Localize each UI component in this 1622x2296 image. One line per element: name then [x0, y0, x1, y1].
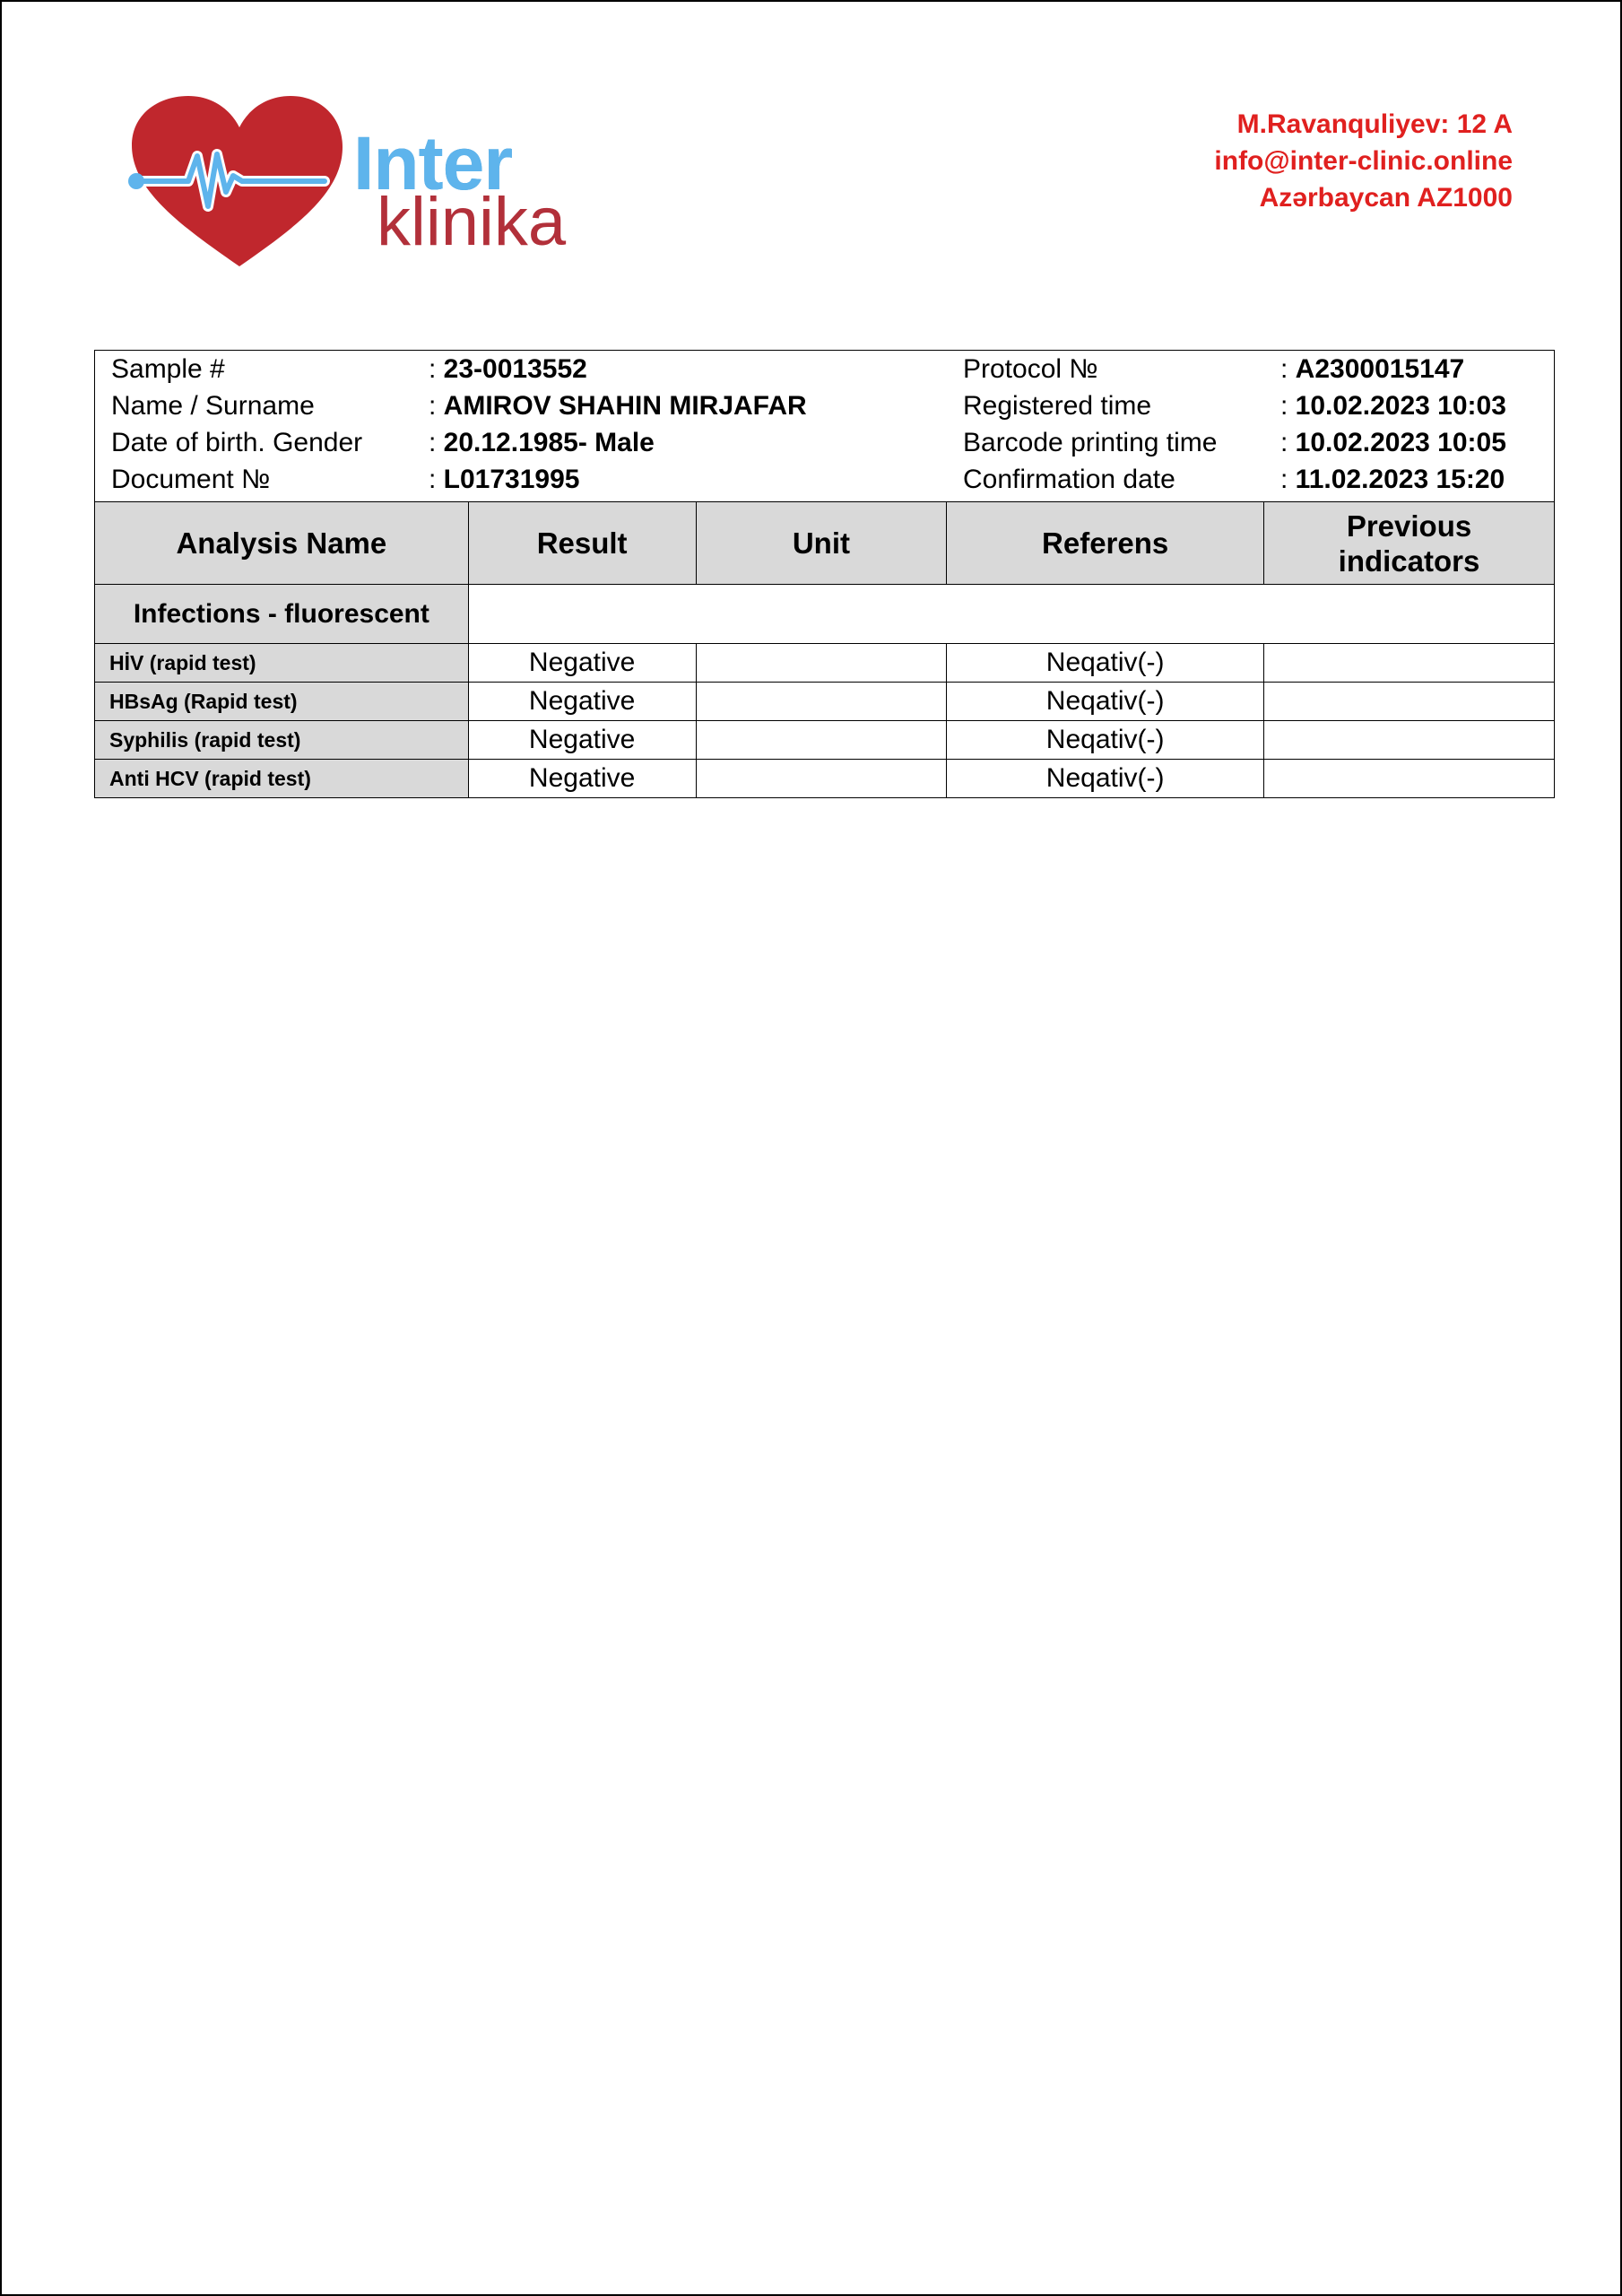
test-result: Negative [468, 760, 696, 798]
test-result: Negative [468, 644, 696, 683]
info-row-2 [95, 387, 1554, 424]
test-previous [1264, 644, 1555, 683]
barcode-value: : 10.02.2023 10:05 [1280, 428, 1506, 457]
test-result: Negative [468, 683, 696, 721]
info-row-1 [95, 351, 1554, 387]
test-unit [696, 760, 947, 798]
clinic-address [1214, 106, 1513, 216]
name-value: : AMIROV SHAHIN MIRJAFAR [429, 391, 807, 421]
table-header-row [95, 502, 1555, 585]
test-previous [1264, 721, 1555, 760]
header-analysis-name: Analysis Name [95, 502, 469, 585]
header-referens: Referens [947, 502, 1264, 585]
test-referens: Neqativ(-) [947, 644, 1264, 683]
address-street: M.Ravanquliyev: 12 A [1236, 109, 1513, 139]
group-empty-cell [468, 585, 1554, 644]
test-previous [1264, 760, 1555, 798]
table-row [95, 644, 1555, 683]
dob-value: : 20.12.1985- Male [429, 428, 655, 457]
confirmation-value: : 11.02.2023 15:20 [1280, 465, 1505, 494]
dob-label: Date of birth. Gender [111, 428, 363, 457]
name-label: Name / Surname [111, 391, 315, 421]
barcode-label: Barcode printing time [963, 428, 1218, 457]
sample-label: Sample # [111, 354, 225, 384]
info-row-3 [95, 424, 1554, 461]
test-referens: Neqativ(-) [947, 721, 1264, 760]
test-name: Anti HCV (rapid test) [95, 760, 469, 798]
clinic-logo [127, 91, 576, 280]
protocol-value: : A2300015147 [1280, 354, 1465, 384]
address-email: info@inter-clinic.online [1214, 146, 1513, 176]
test-name: HİV (rapid test) [95, 644, 469, 683]
table-row [95, 760, 1555, 798]
header-previous-indicators: Previous indicators [1264, 502, 1555, 585]
group-label: Infections - fluorescent [95, 585, 469, 644]
results-table [94, 501, 1555, 798]
confirmation-label: Confirmation date [963, 465, 1175, 494]
logo-word-klinika: klinika [377, 184, 567, 260]
document-label: Document № [111, 465, 271, 494]
table-row [95, 721, 1555, 760]
info-row-4 [95, 461, 1554, 498]
test-referens: Neqativ(-) [947, 683, 1264, 721]
test-unit [696, 644, 947, 683]
document-value: : L01731995 [429, 465, 580, 494]
protocol-label: Protocol № [963, 354, 1098, 384]
test-referens: Neqativ(-) [947, 760, 1264, 798]
heart-pulse-icon [127, 91, 360, 271]
test-name: HBsAg (Rapid test) [95, 683, 469, 721]
logo-word-inter: Inter [353, 121, 513, 205]
test-name: Syphilis (rapid test) [95, 721, 469, 760]
table-row [95, 683, 1555, 721]
patient-info-block [94, 350, 1555, 502]
test-previous [1264, 683, 1555, 721]
header-result: Result [468, 502, 696, 585]
header-unit: Unit [696, 502, 947, 585]
address-country: Azərbaycan AZ1000 [1259, 183, 1513, 213]
test-unit [696, 683, 947, 721]
test-unit [696, 721, 947, 760]
group-row [95, 585, 1555, 644]
test-result: Negative [468, 721, 696, 760]
registered-label: Registered time [963, 391, 1152, 421]
sample-value: : 23-0013552 [429, 354, 587, 384]
registered-value: : 10.02.2023 10:03 [1280, 391, 1506, 421]
